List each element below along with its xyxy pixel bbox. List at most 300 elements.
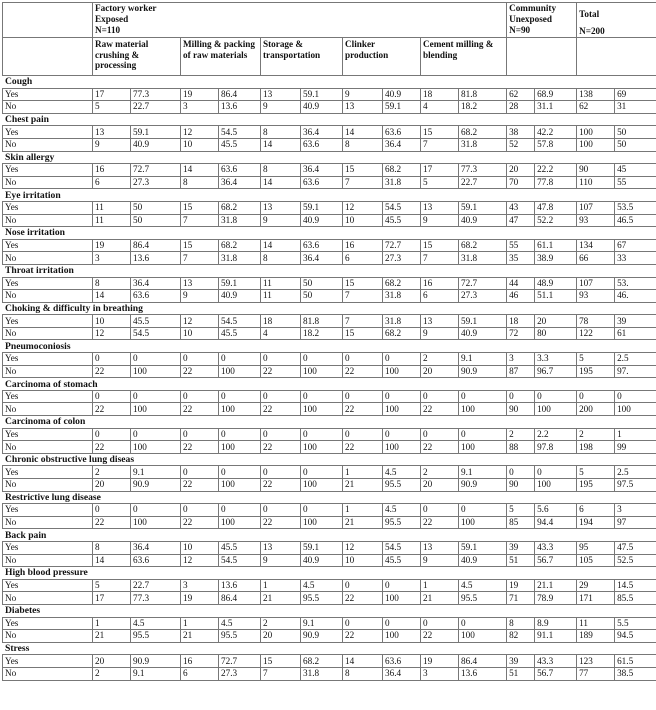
percent-cell: 54.5 [383, 541, 421, 554]
count-cell: 0 [93, 504, 131, 517]
count-cell: 39 [507, 541, 535, 554]
exposed-n: N=110 [95, 25, 121, 35]
count-cell: 100 [577, 138, 615, 151]
percent-cell: 9.1 [131, 667, 181, 680]
count-cell: 15 [261, 655, 301, 668]
count-cell: 17 [421, 164, 459, 177]
count-cell: 8 [93, 541, 131, 554]
percent-cell: 100 [535, 479, 577, 492]
header-corner [3, 3, 93, 38]
count-cell: 82 [507, 630, 535, 643]
percent-cell: 86.4 [131, 239, 181, 252]
count-cell: 7 [343, 290, 383, 303]
row-label: No [3, 403, 93, 416]
percent-cell: 21.1 [535, 579, 577, 592]
percent-cell: 59.1 [459, 201, 507, 214]
percent-cell: 72.7 [459, 277, 507, 290]
percent-cell: 97. [615, 365, 656, 378]
total-n: N=200 [579, 26, 605, 36]
percent-cell: 45 [615, 164, 656, 177]
count-cell: 10 [343, 554, 383, 567]
count-cell: 3 [507, 353, 535, 366]
percent-cell: 40.9 [459, 554, 507, 567]
count-cell: 21 [261, 592, 301, 605]
percent-cell: 100 [219, 403, 261, 416]
condition-name: Stress [3, 642, 656, 655]
count-cell: 0 [93, 353, 131, 366]
count-cell: 22 [93, 516, 131, 529]
count-cell: 7 [421, 138, 459, 151]
count-cell: 90 [577, 164, 615, 177]
group-header-total-blank [577, 38, 656, 76]
count-cell: 15 [343, 327, 383, 340]
percent-cell: 40.9 [301, 554, 343, 567]
count-cell: 72 [507, 327, 535, 340]
count-cell: 0 [261, 504, 301, 517]
percent-cell: 50 [615, 126, 656, 139]
count-cell: 22 [181, 479, 219, 492]
percent-cell: 68.2 [459, 126, 507, 139]
count-cell: 21 [343, 516, 383, 529]
percent-cell: 95.5 [219, 630, 261, 643]
table-row [3, 365, 656, 378]
count-cell: 15 [343, 277, 383, 290]
row-label: Yes [3, 466, 93, 479]
percent-cell: 100 [383, 403, 421, 416]
header-row-groups [3, 3, 656, 38]
percent-cell: 4.5 [383, 504, 421, 517]
percent-cell: 94.5 [615, 630, 656, 643]
count-cell: 9 [421, 214, 459, 227]
percent-cell: 77.3 [459, 164, 507, 177]
condition-name: Throat irritation [3, 264, 656, 277]
count-cell: 2 [93, 667, 131, 680]
percent-cell: 4.5 [301, 579, 343, 592]
condition-name: Carcinoma of colon [3, 416, 656, 429]
count-cell: 14 [261, 176, 301, 189]
percent-cell: 39 [615, 315, 656, 328]
count-cell: 194 [577, 516, 615, 529]
percent-cell: 59.1 [131, 126, 181, 139]
percent-cell: 0 [383, 617, 421, 630]
percent-cell: 0 [301, 390, 343, 403]
count-cell: 3 [93, 252, 131, 265]
percent-cell: 13.6 [131, 252, 181, 265]
count-cell: 90 [507, 403, 535, 416]
table-row [3, 579, 656, 592]
percent-cell: 100 [459, 516, 507, 529]
condition-header-row [3, 189, 656, 202]
count-cell: 134 [577, 239, 615, 252]
count-cell: 15 [181, 239, 219, 252]
table-row [3, 592, 656, 605]
percent-cell: 4.5 [383, 466, 421, 479]
percent-cell: 63.6 [301, 239, 343, 252]
row-label: No [3, 667, 93, 680]
count-cell: 78 [577, 315, 615, 328]
percent-cell: 100 [301, 365, 343, 378]
count-cell: 22 [421, 516, 459, 529]
condition-name: Pneumoconiosis [3, 340, 656, 353]
count-cell: 0 [181, 390, 219, 403]
count-cell: 7 [421, 252, 459, 265]
percent-cell: 54.5 [131, 327, 181, 340]
count-cell: 5 [577, 353, 615, 366]
count-cell: 22 [343, 592, 383, 605]
count-cell: 22 [181, 516, 219, 529]
row-label: Yes [3, 504, 93, 517]
percent-cell: 0 [615, 390, 656, 403]
count-cell: 107 [577, 201, 615, 214]
row-label: Yes [3, 239, 93, 252]
condition-header-row [3, 567, 656, 580]
count-cell: 0 [261, 466, 301, 479]
row-label: Yes [3, 88, 93, 101]
condition-header-row [3, 416, 656, 429]
condition-header-row [3, 340, 656, 353]
percent-cell: 95.5 [383, 516, 421, 529]
percent-cell: 95.5 [301, 592, 343, 605]
count-cell: 21 [93, 630, 131, 643]
count-cell: 2 [421, 353, 459, 366]
condition-name: Restrictive lung disease [3, 491, 656, 504]
percent-cell: 36.4 [219, 176, 261, 189]
count-cell: 0 [421, 428, 459, 441]
count-cell: 20 [261, 630, 301, 643]
table-row [3, 88, 656, 101]
percent-cell: 63.6 [383, 655, 421, 668]
percent-cell: 0 [301, 466, 343, 479]
count-cell: 15 [181, 201, 219, 214]
percent-cell: 36.4 [131, 277, 181, 290]
count-cell: 22 [343, 403, 383, 416]
percent-cell: 0 [219, 353, 261, 366]
percent-cell: 59.1 [459, 315, 507, 328]
table-row [3, 655, 656, 668]
percent-cell: 90.9 [131, 479, 181, 492]
count-cell: 21 [421, 592, 459, 605]
count-cell: 195 [577, 479, 615, 492]
percent-cell: 63.6 [301, 176, 343, 189]
count-cell: 22 [261, 441, 301, 454]
community-n: N=90 [509, 25, 531, 35]
percent-cell: 95.5 [383, 479, 421, 492]
count-cell: 5 [507, 504, 535, 517]
count-cell: 19 [421, 655, 459, 668]
count-cell: 0 [343, 617, 383, 630]
row-label: Yes [3, 579, 93, 592]
count-cell: 0 [93, 428, 131, 441]
condition-name: Chest pain [3, 113, 656, 126]
condition-name: Skin allergy [3, 151, 656, 164]
group-header-raw: Raw material crushing & processing [93, 38, 181, 76]
row-label: No [3, 630, 93, 643]
percent-cell: 45.5 [131, 315, 181, 328]
count-cell: 198 [577, 441, 615, 454]
table-row [3, 541, 656, 554]
count-cell: 1 [343, 504, 383, 517]
percent-cell: 46.5 [615, 214, 656, 227]
table-row [3, 504, 656, 517]
count-cell: 0 [421, 390, 459, 403]
percent-cell: 0 [219, 504, 261, 517]
count-cell: 8 [343, 138, 383, 151]
count-cell: 22 [93, 365, 131, 378]
count-cell: 14 [343, 655, 383, 668]
percent-cell: 100 [383, 365, 421, 378]
percent-cell: 85.5 [615, 592, 656, 605]
percent-cell: 68.2 [219, 239, 261, 252]
count-cell: 8 [93, 277, 131, 290]
count-cell: 18 [421, 88, 459, 101]
count-cell: 22 [343, 365, 383, 378]
count-cell: 2 [93, 466, 131, 479]
row-label: Yes [3, 428, 93, 441]
percent-cell: 27.3 [219, 667, 261, 680]
count-cell: 0 [261, 428, 301, 441]
percent-cell: 63.6 [219, 164, 261, 177]
condition-header-row [3, 378, 656, 391]
table-row [3, 277, 656, 290]
count-cell: 17 [93, 592, 131, 605]
table-row [3, 466, 656, 479]
count-cell: 9 [261, 101, 301, 114]
percent-cell: 100 [131, 516, 181, 529]
count-cell: 88 [507, 441, 535, 454]
condition-header-row [3, 604, 656, 617]
count-cell: 7 [181, 252, 219, 265]
count-cell: 1 [261, 579, 301, 592]
count-cell: 12 [181, 126, 219, 139]
count-cell: 13 [261, 88, 301, 101]
count-cell: 22 [181, 441, 219, 454]
count-cell: 2 [577, 428, 615, 441]
count-cell: 29 [577, 579, 615, 592]
count-cell: 19 [507, 579, 535, 592]
percent-cell: 68.2 [219, 201, 261, 214]
count-cell: 189 [577, 630, 615, 643]
percent-cell: 47.5 [615, 541, 656, 554]
count-cell: 1 [181, 617, 219, 630]
percent-cell: 13.6 [219, 579, 261, 592]
percent-cell: 18.2 [301, 327, 343, 340]
percent-cell: 95.5 [459, 592, 507, 605]
percent-cell: 95.5 [131, 630, 181, 643]
percent-cell: 50 [615, 138, 656, 151]
total-header [577, 3, 656, 38]
row-label: Yes [3, 655, 93, 668]
count-cell: 11 [261, 277, 301, 290]
count-cell: 0 [507, 390, 535, 403]
count-cell: 10 [343, 214, 383, 227]
percent-cell: 100 [301, 516, 343, 529]
percent-cell: 54.5 [219, 315, 261, 328]
percent-cell: 0 [301, 353, 343, 366]
count-cell: 43 [507, 201, 535, 214]
percent-cell: 81.8 [301, 315, 343, 328]
percent-cell: 54.5 [383, 201, 421, 214]
count-cell: 7 [181, 214, 219, 227]
row-label: No [3, 327, 93, 340]
percent-cell: 2.5 [615, 353, 656, 366]
percent-cell: 40.9 [383, 88, 421, 101]
percent-cell: 100 [219, 479, 261, 492]
count-cell: 6 [343, 252, 383, 265]
group-header-community-blank [507, 38, 577, 76]
percent-cell: 0 [131, 353, 181, 366]
percent-cell: 40.9 [459, 214, 507, 227]
condition-name: Back pain [3, 529, 656, 542]
percent-cell: 100 [219, 516, 261, 529]
count-cell: 17 [93, 88, 131, 101]
percent-cell: 61.1 [535, 239, 577, 252]
total-title: Total [579, 9, 600, 19]
percent-cell: 31.8 [301, 667, 343, 680]
count-cell: 9 [261, 554, 301, 567]
percent-cell: 59.1 [301, 88, 343, 101]
percent-cell: 72.7 [219, 655, 261, 668]
count-cell: 14 [181, 164, 219, 177]
percent-cell: 61 [615, 327, 656, 340]
row-label: No [3, 138, 93, 151]
count-cell: 9 [421, 327, 459, 340]
count-cell: 8 [261, 252, 301, 265]
percent-cell: 36.4 [301, 164, 343, 177]
percent-cell: 5.6 [535, 504, 577, 517]
row-label: No [3, 479, 93, 492]
count-cell: 19 [181, 88, 219, 101]
percent-cell: 100 [459, 441, 507, 454]
count-cell: 22 [261, 479, 301, 492]
table-row [3, 667, 656, 680]
percent-cell: 0 [219, 466, 261, 479]
percent-cell: 54.5 [219, 126, 261, 139]
count-cell: 8 [507, 617, 535, 630]
percent-cell: 97.8 [535, 441, 577, 454]
count-cell: 0 [261, 390, 301, 403]
percent-cell: 45.5 [219, 327, 261, 340]
table-row [3, 353, 656, 366]
count-cell: 1 [343, 466, 383, 479]
exposed-header [93, 3, 507, 38]
percent-cell: 68.2 [383, 327, 421, 340]
table-row [3, 441, 656, 454]
count-cell: 105 [577, 554, 615, 567]
row-label: No [3, 554, 93, 567]
condition-name: Carcinoma of stomach [3, 378, 656, 391]
percent-cell: 68.9 [535, 88, 577, 101]
percent-cell: 86.4 [459, 655, 507, 668]
count-cell: 0 [421, 617, 459, 630]
percent-cell: 86.4 [219, 88, 261, 101]
table-row [3, 403, 656, 416]
percent-cell: 0 [459, 428, 507, 441]
table-row [3, 479, 656, 492]
community-title: Community [509, 3, 557, 13]
percent-cell: 0 [383, 390, 421, 403]
percent-cell: 31 [615, 101, 656, 114]
percent-cell: 59.1 [383, 101, 421, 114]
condition-name: Cough [3, 76, 656, 89]
condition-header-row [3, 76, 656, 89]
count-cell: 14 [93, 290, 131, 303]
count-cell: 9 [261, 214, 301, 227]
percent-cell: 4.5 [219, 617, 261, 630]
count-cell: 10 [93, 315, 131, 328]
count-cell: 22 [93, 441, 131, 454]
percent-cell: 36.4 [383, 138, 421, 151]
count-cell: 55 [507, 239, 535, 252]
count-cell: 87 [507, 365, 535, 378]
condition-header-row [3, 453, 656, 466]
percent-cell: 77.3 [131, 592, 181, 605]
count-cell: 52 [507, 138, 535, 151]
count-cell: 0 [181, 428, 219, 441]
count-cell: 10 [181, 541, 219, 554]
condition-name: Choking & difficulty in breathing [3, 302, 656, 315]
percent-cell: 8.9 [535, 617, 577, 630]
count-cell: 8 [261, 164, 301, 177]
percent-cell: 40.9 [459, 327, 507, 340]
percent-cell: 80 [535, 327, 577, 340]
count-cell: 6 [93, 176, 131, 189]
percent-cell: 55 [615, 176, 656, 189]
count-cell: 15 [343, 164, 383, 177]
percent-cell: 96.7 [535, 365, 577, 378]
table-row [3, 554, 656, 567]
row-label: No [3, 365, 93, 378]
percent-cell: 0 [383, 428, 421, 441]
count-cell: 20 [421, 365, 459, 378]
community-header [507, 3, 577, 38]
percent-cell: 57.8 [535, 138, 577, 151]
count-cell: 3 [181, 101, 219, 114]
percent-cell: 13.6 [219, 101, 261, 114]
condition-header-row [3, 302, 656, 315]
table-row [3, 327, 656, 340]
count-cell: 20 [421, 479, 459, 492]
row-label: Yes [3, 390, 93, 403]
count-cell: 14 [343, 126, 383, 139]
count-cell: 13 [93, 126, 131, 139]
percent-cell: 77.3 [131, 88, 181, 101]
percent-cell: 100 [615, 403, 656, 416]
count-cell: 18 [261, 315, 301, 328]
count-cell: 22 [93, 403, 131, 416]
condition-header-row [3, 642, 656, 655]
percent-cell: 40.9 [219, 290, 261, 303]
table-row [3, 315, 656, 328]
percent-cell: 59.1 [219, 277, 261, 290]
percent-cell: 9.1 [459, 466, 507, 479]
row-label: Yes [3, 315, 93, 328]
data-table-container [2, 2, 654, 681]
percent-cell: 94.4 [535, 516, 577, 529]
count-cell: 110 [577, 176, 615, 189]
count-cell: 10 [181, 327, 219, 340]
count-cell: 15 [421, 126, 459, 139]
percent-cell: 31.8 [459, 138, 507, 151]
row-label: Yes [3, 126, 93, 139]
community-subtitle: Unexposed [509, 14, 552, 24]
count-cell: 93 [577, 214, 615, 227]
count-cell: 11 [93, 201, 131, 214]
count-cell: 2 [421, 466, 459, 479]
count-cell: 2 [261, 617, 301, 630]
count-cell: 51 [507, 667, 535, 680]
table-row [3, 290, 656, 303]
count-cell: 12 [181, 315, 219, 328]
